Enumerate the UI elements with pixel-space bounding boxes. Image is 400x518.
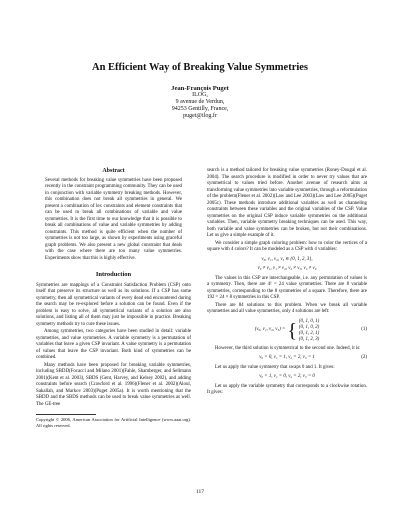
left-column <box>36 168 191 429</box>
solution-1: (0, 1, 0, 1) <box>298 318 320 324</box>
intro-paragraph-1: Symmetries are mappings of a Constraint Satisfaction Problem (CSP) onto itself that preserve its structure as well as its solutions. If a CSP has some symmetry, then all symmetrical variants of every dead end encountered during the search may be re-explored before a solution can be found. Even if the problem is easy to solve, all symmetrical variants of a solution are also solutions, and listing all of them may just be impossible in practice. Breaking symmetry methods try to cure these issues. <box>36 282 191 327</box>
solutions-equation <box>207 319 367 343</box>
abstract-text: Several methods for breaking value symmetries have been proposed recently in the constraint programming community. They can be used in conjunction with variable symmetry breaking methods. However, this combination does not break all symmetries in general. We present a combination of lex constraints and element constraints that can be used to break all combinations of variable and value symmetries. It is the first time to our knowledge that it is possible to break all combinations of value and variable symmetries by adding constraints. This method is quite efficient when the number of symmetries is not too large, as shown by experiments using graceful graph problems. We also present a new global constraint that deals with the case where there are too many value symmetries. Experiments show that this is highly effective. <box>45 177 182 261</box>
equation-number-1: (1) <box>361 327 367 333</box>
right-paragraph-5: However, the third solution is symmetrical to the second one. Indeed, it is: <box>215 345 361 351</box>
intro-paragraph-2: Among symmetries, two categories have been studied in detail: variable symmetries, and value symmetries. A variable symmetry is a permutation of variables that leave a given CSP invariant. A value symmetry is a permutation of values that leave the CSP invariant. Both kind of symmetries can be combined. <box>36 329 191 360</box>
solution-2: (0, 1, 0, 2) <box>298 324 320 330</box>
right-column <box>207 168 367 398</box>
left-brace: { <box>287 319 297 342</box>
footnote-rule <box>36 414 96 415</box>
author-address-1: 9 avenue de Verdun, <box>175 99 225 105</box>
equation-constraints: v₀ ≠ v₁, v₁ ≠ v₂, v₂ ≠ v₃, v₃ ≠ v₀ <box>257 266 317 271</box>
right-paragraph-2: We consider a simple graph coloring problem: how to color the vertices of a square with 4 colors? It can be modeled as a CSP with 4 variables: <box>207 240 367 252</box>
equation-swapped: v₀ = 1, v₁ = 0, v₂ = 2, v₃ = 0 <box>259 374 315 379</box>
author-name: Jean-François Puget <box>171 85 229 92</box>
author-email: puget@ilog.fr <box>183 113 217 119</box>
author-address-2: 94253 Gentilly, France, <box>171 106 229 112</box>
solutions-lhs: (v₀, v₁, v₂, v₃) = <box>254 327 286 333</box>
author-org: ILOG, <box>192 92 208 98</box>
introduction-heading: Introduction <box>95 271 132 278</box>
abstract-heading: Abstract <box>102 168 125 174</box>
right-paragraph-7: Let us apply the variable symmetry that corresponds to a clockwise rotation. It gives: <box>207 383 367 395</box>
page-number: 117 <box>195 489 205 495</box>
right-paragraph-1: search is a method tailored for breaking value symmetries (Roney-Dougal et al. 2004). The search procedure is modified in order to never try values that are symmetrical to values tried before. Another avenue of research aims at transforming value symmetries into variable symmetries, through a reformulation of the problem(Flener et al. 2002)(Law and Lee 2003)(Law and Lee 2005)(Puget 2005c). These methods introduce additional variables as well as channeling constraints between these variables and the original variables of the CSP. Value symmetries on the original CSP induce variable symmetries on the additional variables. Then, variable symmetry breaking techniques can be used. This way, both variable and value symmetries can be broken, but not their combinations. Let us give a simple example of it. <box>207 168 367 238</box>
right-paragraph-6: Let us apply the value symmetry that swaps 0 and 1. It gives: <box>215 364 335 370</box>
right-paragraph-3: The values in this CSP are interchangeable, i.e. any permutation of values is a symmetry. Then, there are 4! = 24 value symmetries. There are 8 variable symmetries, corresponding to the 8 symmetries of a square. Therefore, there are 192 = 24 × 8 symmetries in this CSP. <box>207 275 367 300</box>
right-paragraph-4: There are 84 solutions to this problem. When we break all variable symmetries and all value symmetries, only 4 solutions are left: <box>207 302 367 314</box>
author-block <box>0 85 400 120</box>
equation-domains: v₀, v₁, v₂, v₃ ∈ {0, 1, 2, 3}, <box>261 256 313 262</box>
intro-paragraph-3: Many methods have been proposed for breaking variable symmetries, including SBDD(Focacci and Milano 2001)(Fahle, Shamberger, and Sellmann 2001)(Kent et al. 2003), SBDS (Gent, Harvey, and Kelsey 2002), and adding constraints before search (Crawford et al. 1996)(Flener et al. 2002)(Aloul, Sakallah, and Markov 2003)(Puget 2005a). It is worth mentioning that the SBDD and the SBDS methods can be used to break value symmetries as well. The GE-tree <box>36 362 191 407</box>
equation-third-solution <box>207 355 367 362</box>
equation-number-2: (2) <box>361 355 367 360</box>
equation-third-solution-text: v₀ = 0, v₁ = 1, v₂ = 2, v₃ = 1 <box>259 355 315 360</box>
solution-3: (0, 1, 2, 1) <box>298 330 320 336</box>
copyright-notice: Copyright © 2006, American Association for Artificial Intelligence (www.aaai.org). All rights reserved. <box>36 417 191 428</box>
paper-title: An Efficient Way of Breaking Value Symmetries <box>91 62 309 73</box>
solution-4: (0, 1, 2, 3) <box>298 336 320 342</box>
solutions-list <box>299 319 319 343</box>
